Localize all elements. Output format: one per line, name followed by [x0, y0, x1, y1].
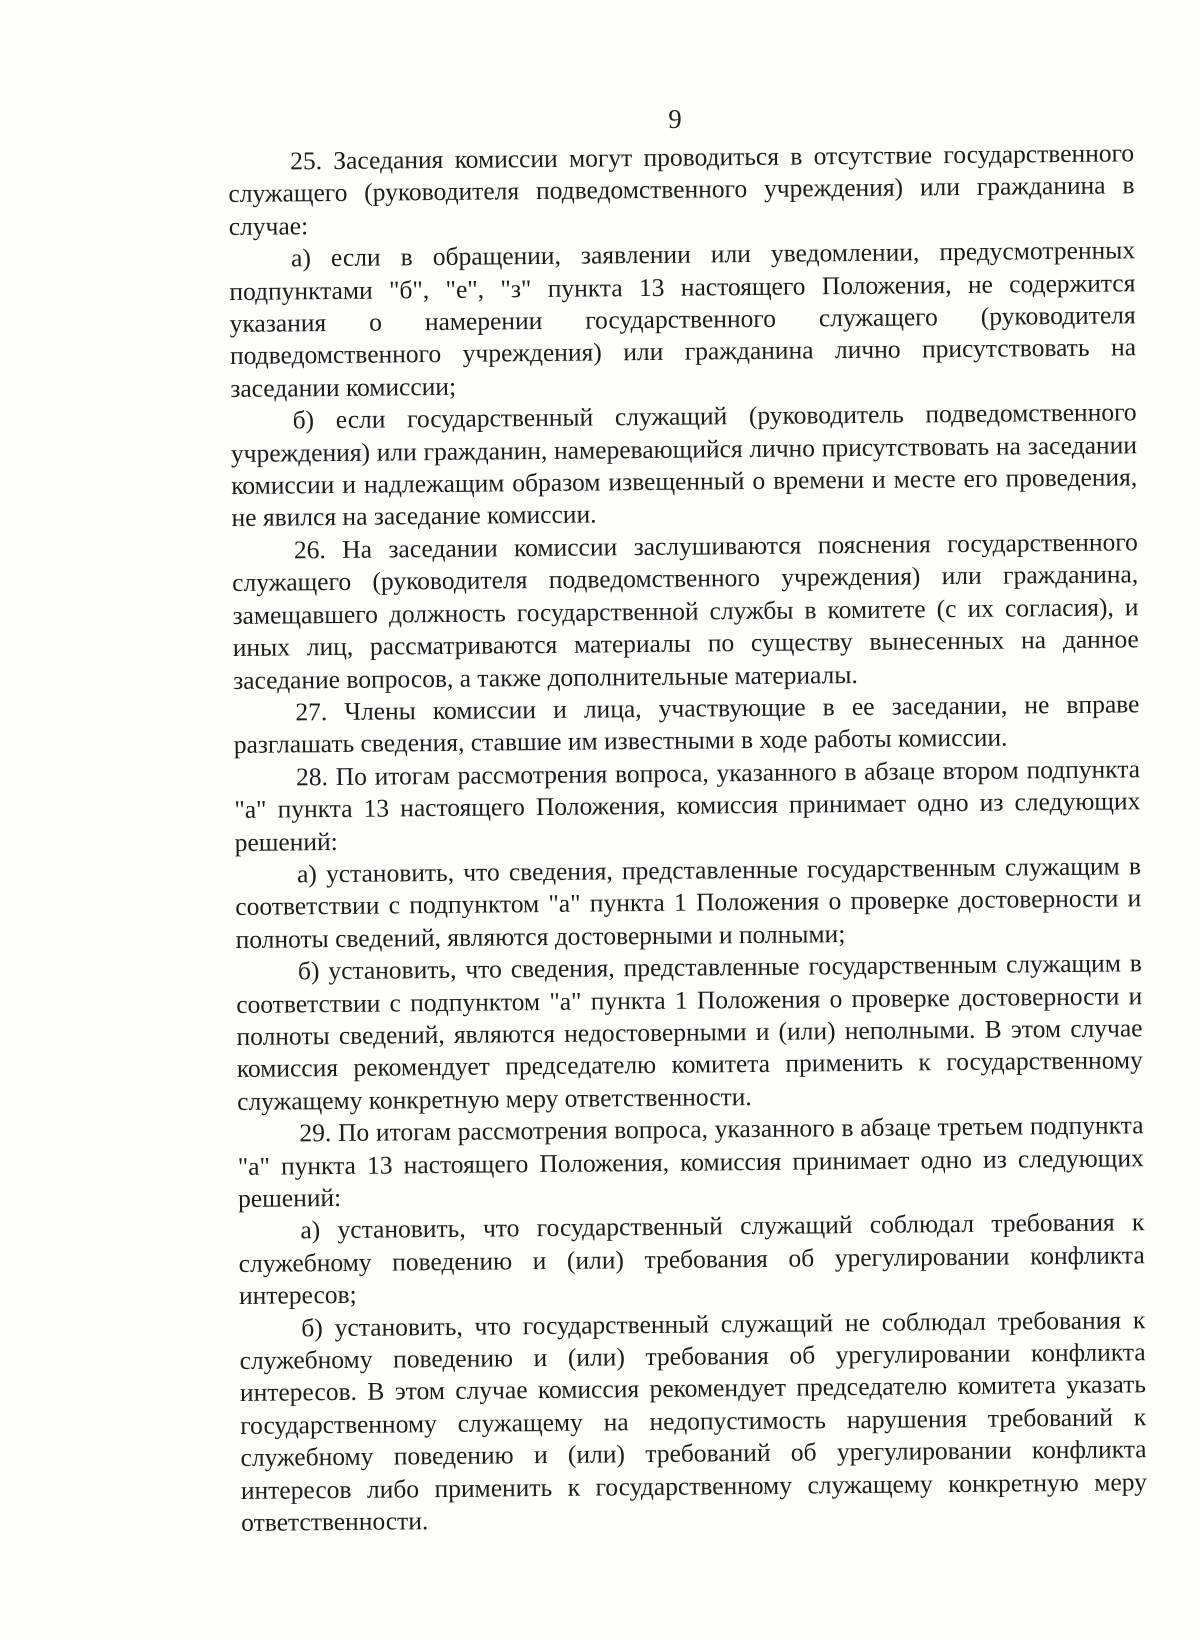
paragraph-29-a: а) установить, что государственный служащий соблюдал требования к служебному поведению и (или) требования об урегулировании конфликта интересов; [238, 1207, 1145, 1311]
paragraph-29: 29. По итогам рассмотрения вопроса, указанного в абзаце третьем подпункта "а" пункта 13 настоящего Положения, комиссия принимает одно из следующих решений: [237, 1110, 1144, 1213]
paragraph-25-a: а) если в обращении, заявлении или уведомлении, предусмотренных подпунктами "б", "е", "з" пункта 13 настоящего Положения, не содержится указания о намерении государственного служащего (руководителя подведомственного учреждения) или гражданина лично присутствовать на заседании комиссии; [229, 235, 1137, 403]
paragraph-25: 25. Заседания комиссии могут проводиться в отсутствие государственного служащего (руководителя подведомственного учреждения) или гражданина в случае: [228, 138, 1135, 241]
document-body [228, 137, 1147, 1539]
paragraph-28: 28. По итогам рассмотрения вопроса, указанного в абзаце втором подпункта "а" пункта 13 настоящего Положения, комиссия принимает одно из следующих решений: [234, 753, 1141, 857]
paragraph-25-b: б) если государственный служащий (руководитель подведомственного учреждения) или гражданин, намеревающийся лично присутствовать на заседании комиссии и надлежащим образом извещенный о времени и месте его проведения, не явился на заседание комиссии. [230, 397, 1138, 533]
paragraph-28-b: б) установить, что сведения, представленные государственным служащим в соответствии с подпунктом "а" пункта 1 Положения о проверке достоверности и полноты сведений, являются недостоверными и (или) неполными. В этом случае комиссия рекомендует председателю комитета применить к государственному служащему конкретную меру ответственности. [236, 948, 1143, 1116]
paragraph-26: 26. На заседании комиссии заслушиваются пояснения государственного служащего (руководителя подведомственного учреждения) или гражданина, замещавшего должность государственной службы в комитете (с их согласия), и иных лиц, рассматриваются материалы по существу вынесенных на данное заседание вопросов, а также дополнительные материалы. [232, 527, 1139, 695]
paragraph-27: 27. Члены комиссии и лица, участвующие в ее заседании, не вправе разглашать сведения, ставшие им известными в ходе работы комиссии. [233, 689, 1140, 760]
paragraph-29-b: б) установить, что государственный служащий не соблюдал требования к служебному поведению и (или) требования об урегулировании конфликта интересов. В этом случае комиссия рекомендует председателю комитета указать государственному служащему на недопустимость нарушения требований к служебному поведению и (или) требований об урегулировании конфликта интересов либо применить к государственному служащему конкретную меру ответственности. [239, 1304, 1148, 1537]
paragraph-28-a: а) установить, что сведения, представленные государственным служащим в соответствии с подпунктом "а" пункта 1 Положения о проверке достоверности и полноты сведений, являются достоверными и полными; [235, 851, 1142, 954]
page-number: 9 [668, 104, 682, 134]
